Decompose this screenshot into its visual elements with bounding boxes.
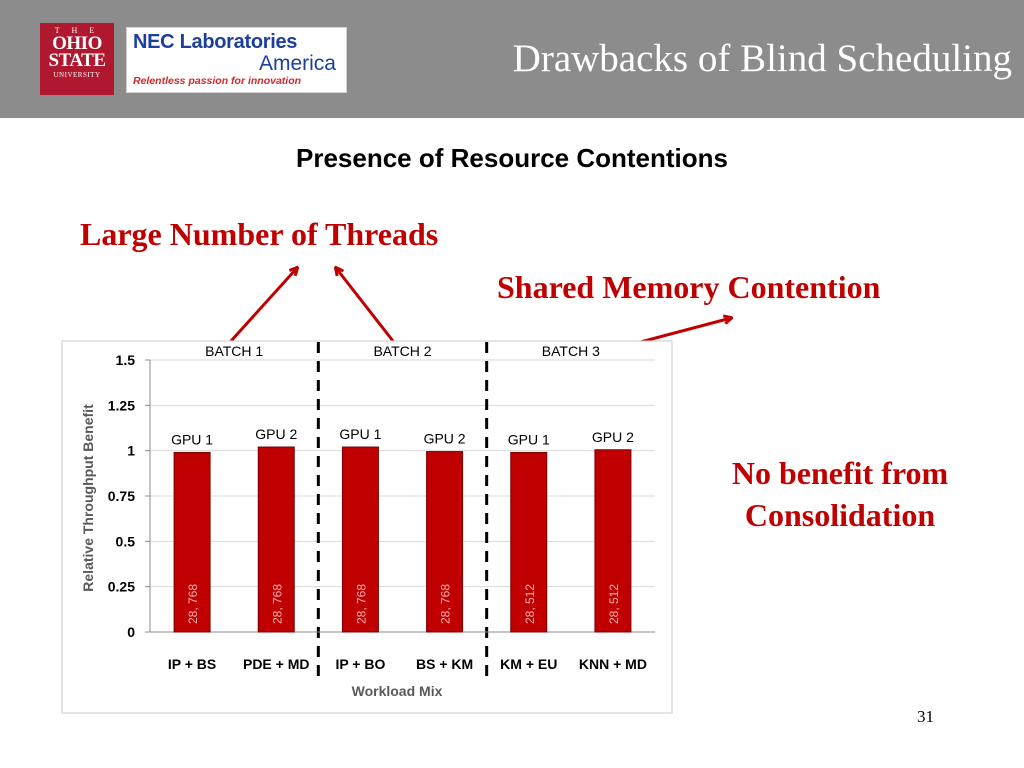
bar-thread-label: 28, 768 — [270, 583, 285, 625]
batch-label: BATCH 2 — [373, 343, 432, 359]
callout-large-number-of-threads: Large Number of Threads — [80, 216, 439, 252]
nec-logo-line1: NEC Laboratories — [133, 31, 298, 53]
bar-thread-label: 28, 768 — [186, 583, 201, 625]
bar-thread-label: 28, 512 — [522, 583, 537, 625]
chart-x-axis-label: Workload Mix — [351, 683, 443, 699]
slide-subtitle: Presence of Resource Contentions — [296, 143, 728, 173]
callout-no-benefit-line1: No benefit from — [731, 455, 949, 491]
y-tick-label: 0.5 — [115, 533, 135, 550]
y-tick-label: 0.75 — [107, 488, 135, 504]
x-category-label: KM + EU — [500, 656, 558, 672]
x-category-label: BS + KM — [415, 656, 474, 672]
x-category-label: IP + BO — [335, 656, 386, 672]
batch-label: BATCH 3 — [541, 343, 600, 359]
y-tick-label: 0 — [127, 624, 135, 640]
osu-logo-line4: UNIVERSITY — [53, 71, 101, 79]
osu-logo-line2: OHIO — [52, 33, 102, 54]
gpu-label: GPU 2 — [423, 430, 466, 447]
page-number: 31 — [917, 707, 934, 726]
nec-logo-tagline: Relentless passion for innovation — [133, 75, 302, 87]
y-tick-label: 1 — [127, 442, 135, 459]
gpu-label: GPU 1 — [507, 431, 550, 448]
gpu-label: GPU 2 — [591, 428, 634, 445]
y-tick-label: 1.5 — [115, 352, 135, 368]
y-tick-label: 1.25 — [107, 397, 135, 414]
bar-thread-label: 28, 512 — [606, 583, 621, 625]
x-category-label: IP + BS — [167, 656, 217, 672]
gpu-label: GPU 1 — [171, 431, 214, 448]
slide-title: Drawbacks of Blind Scheduling — [512, 37, 1012, 80]
x-category-label: KNN + MD — [578, 656, 647, 672]
y-tick-label: 0.25 — [107, 578, 135, 595]
osu-logo-line3: STATE — [48, 50, 106, 71]
x-category-label: PDE + MD — [242, 656, 310, 672]
bar-thread-label: 28, 768 — [438, 583, 453, 625]
callout-no-benefit-line2: Consolidation — [744, 497, 936, 533]
osu-logo-line1: T H E — [54, 26, 100, 35]
bar-thread-label: 28, 768 — [354, 583, 369, 625]
gpu-label: GPU 1 — [339, 426, 382, 443]
chart-y-axis-label: Relative Throughput Benefit — [80, 404, 96, 592]
callout-shared-memory-contention: Shared Memory Contention — [497, 269, 881, 305]
batch-label: BATCH 1 — [205, 343, 264, 359]
nec-logo-line2: America — [258, 52, 336, 75]
gpu-label: GPU 2 — [255, 426, 298, 443]
